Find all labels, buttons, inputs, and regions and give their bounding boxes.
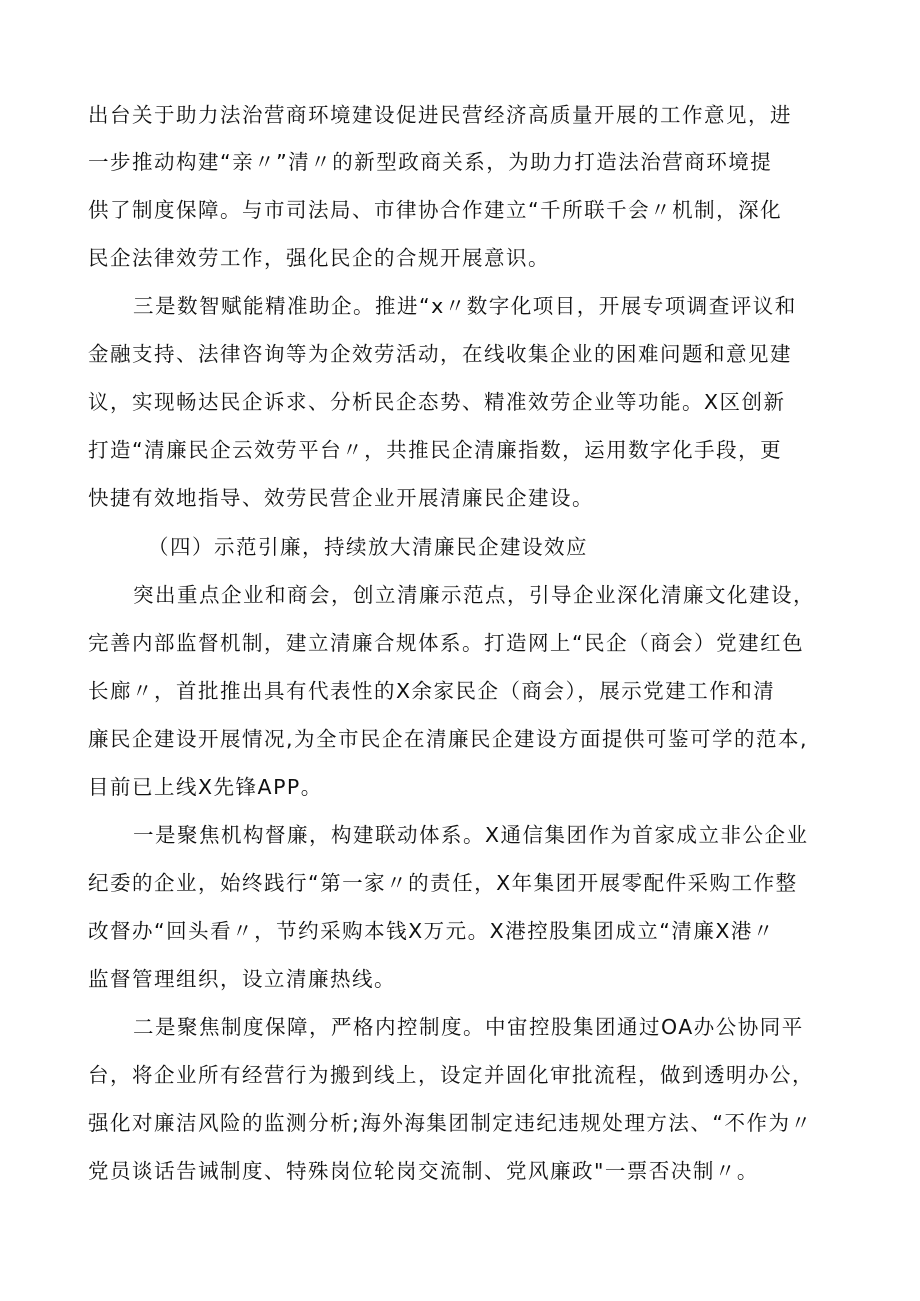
text-line: 完善内部监督机制，建立清廉合规体系。打造网上“民企（商会）党建红色 [88, 631, 805, 655]
text-line: 纪委的企业，始终践行“第一家〃的责任，X年集团开展零配件采购工作整 [88, 871, 798, 895]
text-line: 目前已上线X先锋APP。 [88, 775, 323, 799]
text-line: 监督管理组织，设立清廉热线。 [88, 967, 396, 991]
text-line: 金融支持、法律咨询等为企效劳活动，在线收集企业的困难问题和意见建 [88, 342, 792, 366]
text-line: 二是聚焦制度保障，严格内控制度。中宙控股集团通过OA办公协同平 [133, 1015, 804, 1039]
text-line: 突出重点企业和商会，创立清廉示范点，引导企业深化清廉文化建设， [133, 583, 815, 607]
text-line: 打造“清廉民企云效劳平台〃，共推民企清廉指数，运用数字化手段，更 [88, 438, 783, 462]
text-line: 三是数智赋能精准助企。推进“x〃数字化项目，开展专项调查评议和 [133, 294, 797, 318]
text-line: 出台关于助力法治营商环境建设促进民营经济高质量开展的工作意见，进 [88, 103, 792, 127]
text-line: 一步推动构建“亲〃”清〃的新型政商关系，为助力打造法治营商环境提 [88, 150, 773, 174]
section-heading: （四）示范引廉，持续放大清廉民企建设效应 [148, 535, 588, 559]
text-line: 台，将企业所有经营行为搬到线上，设定并固化审批流程，做到透明办公， [88, 1063, 814, 1087]
text-line: 廉民企建设开展情况,为全市民企在清廉民企建设方面提供可鉴可学的范本, [88, 727, 809, 751]
text-line: 一是聚焦机构督廉，构建联动体系。X通信集团作为首家成立非公企业 [133, 823, 809, 847]
text-line: 民企法律效劳工作，强化民企的合规开展意识。 [88, 246, 550, 270]
text-line: 党员谈话告诫制度、特殊岗位轮岗交流制、党风廉政"一票否决制〃。 [88, 1159, 759, 1183]
text-line: 议，实现畅达民企诉求、分析民企态势、精准效劳企业等功能。X区创新 [88, 390, 786, 414]
text-line: 强化对廉洁风险的监测分析;海外海集团制定违纪违规处理方法、“不作为〃 [88, 1111, 813, 1135]
text-line: 快捷有效地指导、效劳民营企业开展清廉民企建设。 [88, 486, 594, 510]
text-line: 长廊〃，首批推出具有代表性的X余家民企（商会），展示党建工作和清 [88, 679, 776, 703]
text-line: 供了制度保障。与市司法局、市律协合作建立“千所联千会〃机制，深化 [88, 198, 783, 222]
text-line: 改督办“回头看〃，节约采购本钱X万元。X港控股集团成立“清廉X港〃 [88, 919, 775, 943]
